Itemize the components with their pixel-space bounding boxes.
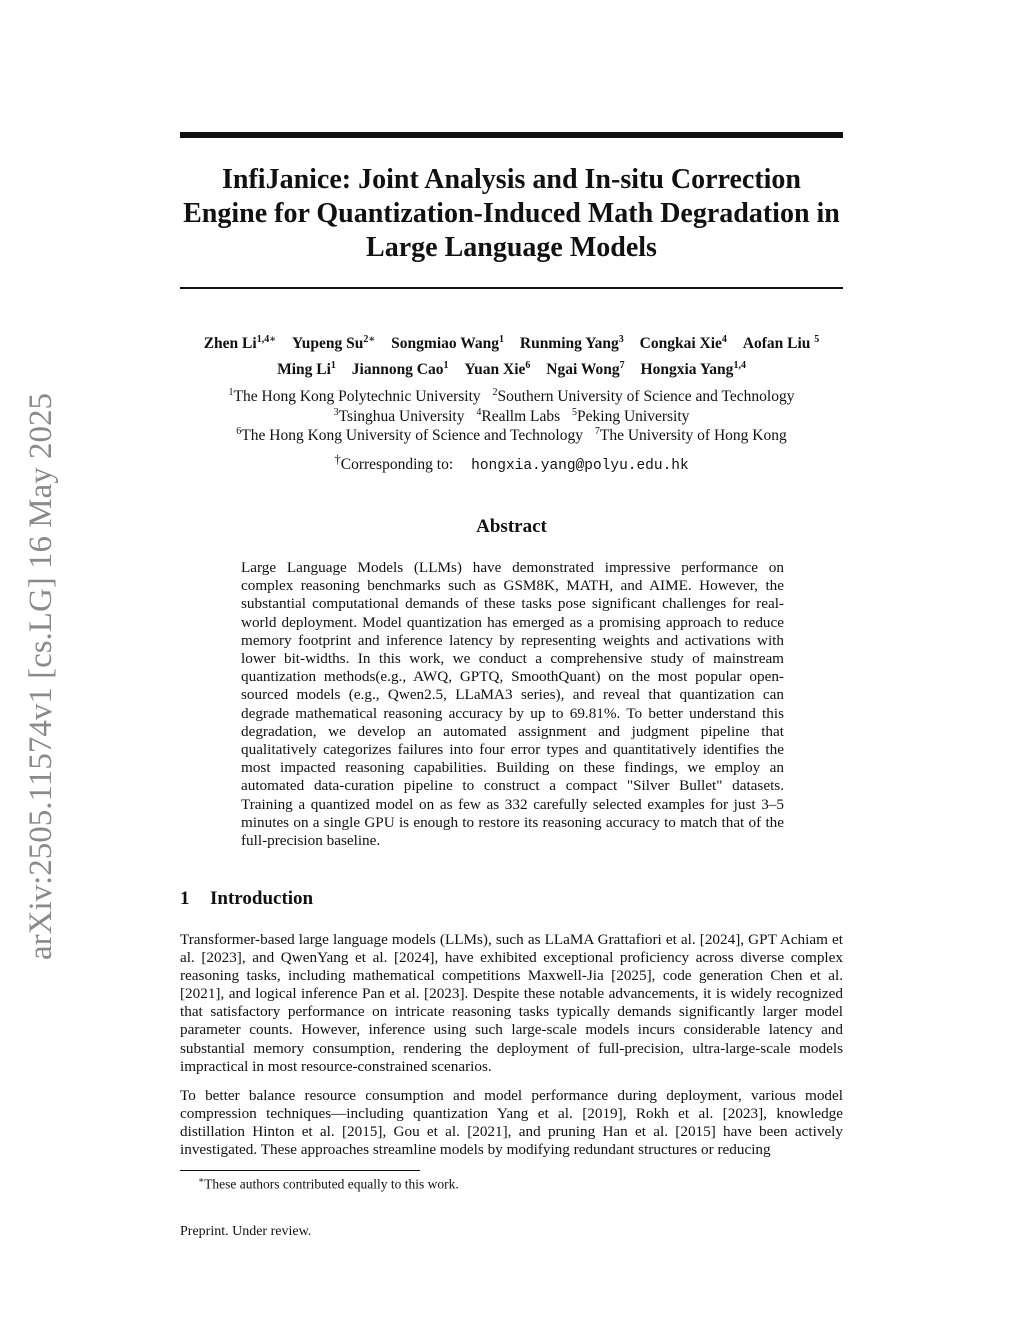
author: Songmiao Wang$^1$ (391, 333, 504, 352)
author: Jiannong Cao$^1$ (351, 359, 449, 378)
author: Ngai Wong$^7$ (546, 359, 625, 378)
footnote-text: These authors contributed equally to this work. (204, 1176, 459, 1192)
title-top-rule (180, 132, 843, 138)
affiliation: $^1$The Hong Kong Polytechnic University (228, 386, 481, 405)
affiliation: $^6$The Hong Kong University of Science and Technology (236, 425, 583, 444)
author-line-1 (180, 331, 843, 357)
author: Yuan Xie$^6$ (464, 359, 531, 378)
affiliation-line-1 (180, 387, 843, 407)
footnote (198, 1175, 459, 1193)
author-line-2 (180, 357, 843, 383)
section-heading (180, 888, 313, 910)
author: Hongxia Yang$^{1,4}$ (640, 359, 746, 378)
corresponding-mark: † (334, 450, 341, 466)
corresponding-email[interactable]: hongxia.yang@polyu.edu.hk (471, 457, 689, 474)
affiliation: $^3$Tsinghua University (333, 406, 465, 425)
abstract-text: Large Language Models (LLMs) have demonstrated impressive performance on complex reasoning benchmarks such as GSM8K, MATH, and AIME. However, the substantial computational demands of these tasks pose significant challenges for real-world deployment. Model quantization has emerged as a promising approach to reduce memory footprint and inference latency by representing weights and activations with lower bit-widths. In this work, we conduct a comprehensive study of mainstream quantization methods(e.g., AWQ, GPTQ, SmoothQuant) on the most popular open-sourced models (e.g., Qwen2.5, LLaMA3 series), and reveal that quantization can degrade mathematical reasoning accuracy by up to 69.81%. To better understand this degradation, we develop an automated assignment and judgment pipeline that qualitatively categorizes failures into four error types and quantitatively identifies the most impacted reasoning capabilities. Building on these findings, we employ an automated data-curation pipeline to construct a compact "Silver Bullet" datasets. Training a quantized model on as few as 332 carefully selected examples for just 3–5 minutes on a single GPU is enough to restore its reasoning accuracy to match that of the full-precision baseline. (241, 559, 784, 850)
footnote-mark: ∗ (198, 1175, 205, 1185)
author: Ming Li$^1$ (277, 359, 336, 378)
affiliation-line-3 (180, 426, 843, 446)
author: Congkai Xie$^4$ (639, 333, 727, 352)
affiliation: $^7$The University of Hong Kong (594, 425, 787, 444)
section-number: 1 (180, 888, 190, 909)
author: Yupeng $Su^{2∗}$ (291, 333, 376, 352)
preprint-notice: Preprint. Under review. (180, 1224, 312, 1239)
corresponding-label: Corresponding to: (340, 455, 454, 473)
arxiv-identifier[interactable]: arXiv:2505.11574v1 [cs.LG] 16 May 2025 (23, 392, 59, 960)
intro-paragraph-1: Transformer-based large language models (LLMs), such as LLaMA Grattafiori et al. [2024], GPT Achiam et al. [2023], and QwenYang et al. [2024], have exhibited exceptional proficiency across diverse complex reasoning tasks, including mathematical competitions Maxwell-Jia [2025], code generation Chen et al. [2021], and logical inference Pan et al. [2023]. Despite these notable advancements, it is widely recognized that satisfactory performance on intricate reasoning tasks typically demands significantly larger model parameter counts. However, inference using such large-scale models incurs considerable latency and substantial memory consumption, rendering the deployment of full-precision, ultra-large-scale models impractical in most resource-constrained scenarios. (180, 931, 843, 1075)
affiliation: $^2$Southern University of Science and Technology (492, 386, 795, 405)
author-list (180, 331, 843, 383)
affiliation-line-2 (180, 407, 843, 427)
intro-paragraph-2: To better balance resource consumption and model performance during deployment, various model compression techniques—including quantization Yang et al. [2019], Rokh et al. [2023], knowledge distillation Hinton et al. [2015], Gou et al. [2021], and pruning Han et al. [2015] have been actively investigated. These approaches streamline models by modifying redundant structures or reducing (180, 1087, 843, 1159)
affiliation: $^5$Peking University (572, 406, 690, 425)
author: Zhen $Li^{1,4∗}$ (203, 333, 277, 352)
footnote-rule (180, 1170, 420, 1171)
abstract-heading: Abstract (476, 516, 547, 537)
corresponding-line (180, 449, 843, 477)
title-bottom-rule (180, 287, 843, 289)
paper-title: InfiJanice: Joint Analysis and In-situ Correction Engine for Quantization-Induced Math Degradation in Large Language Models (183, 164, 840, 263)
affiliation-list (180, 387, 843, 476)
section-title: Introduction (210, 888, 314, 909)
author: Runming Yang$^3$ (519, 333, 624, 352)
affiliation: $^4$Reallm Labs (476, 406, 561, 425)
author: Aofan Liu $^5$ (742, 333, 820, 352)
